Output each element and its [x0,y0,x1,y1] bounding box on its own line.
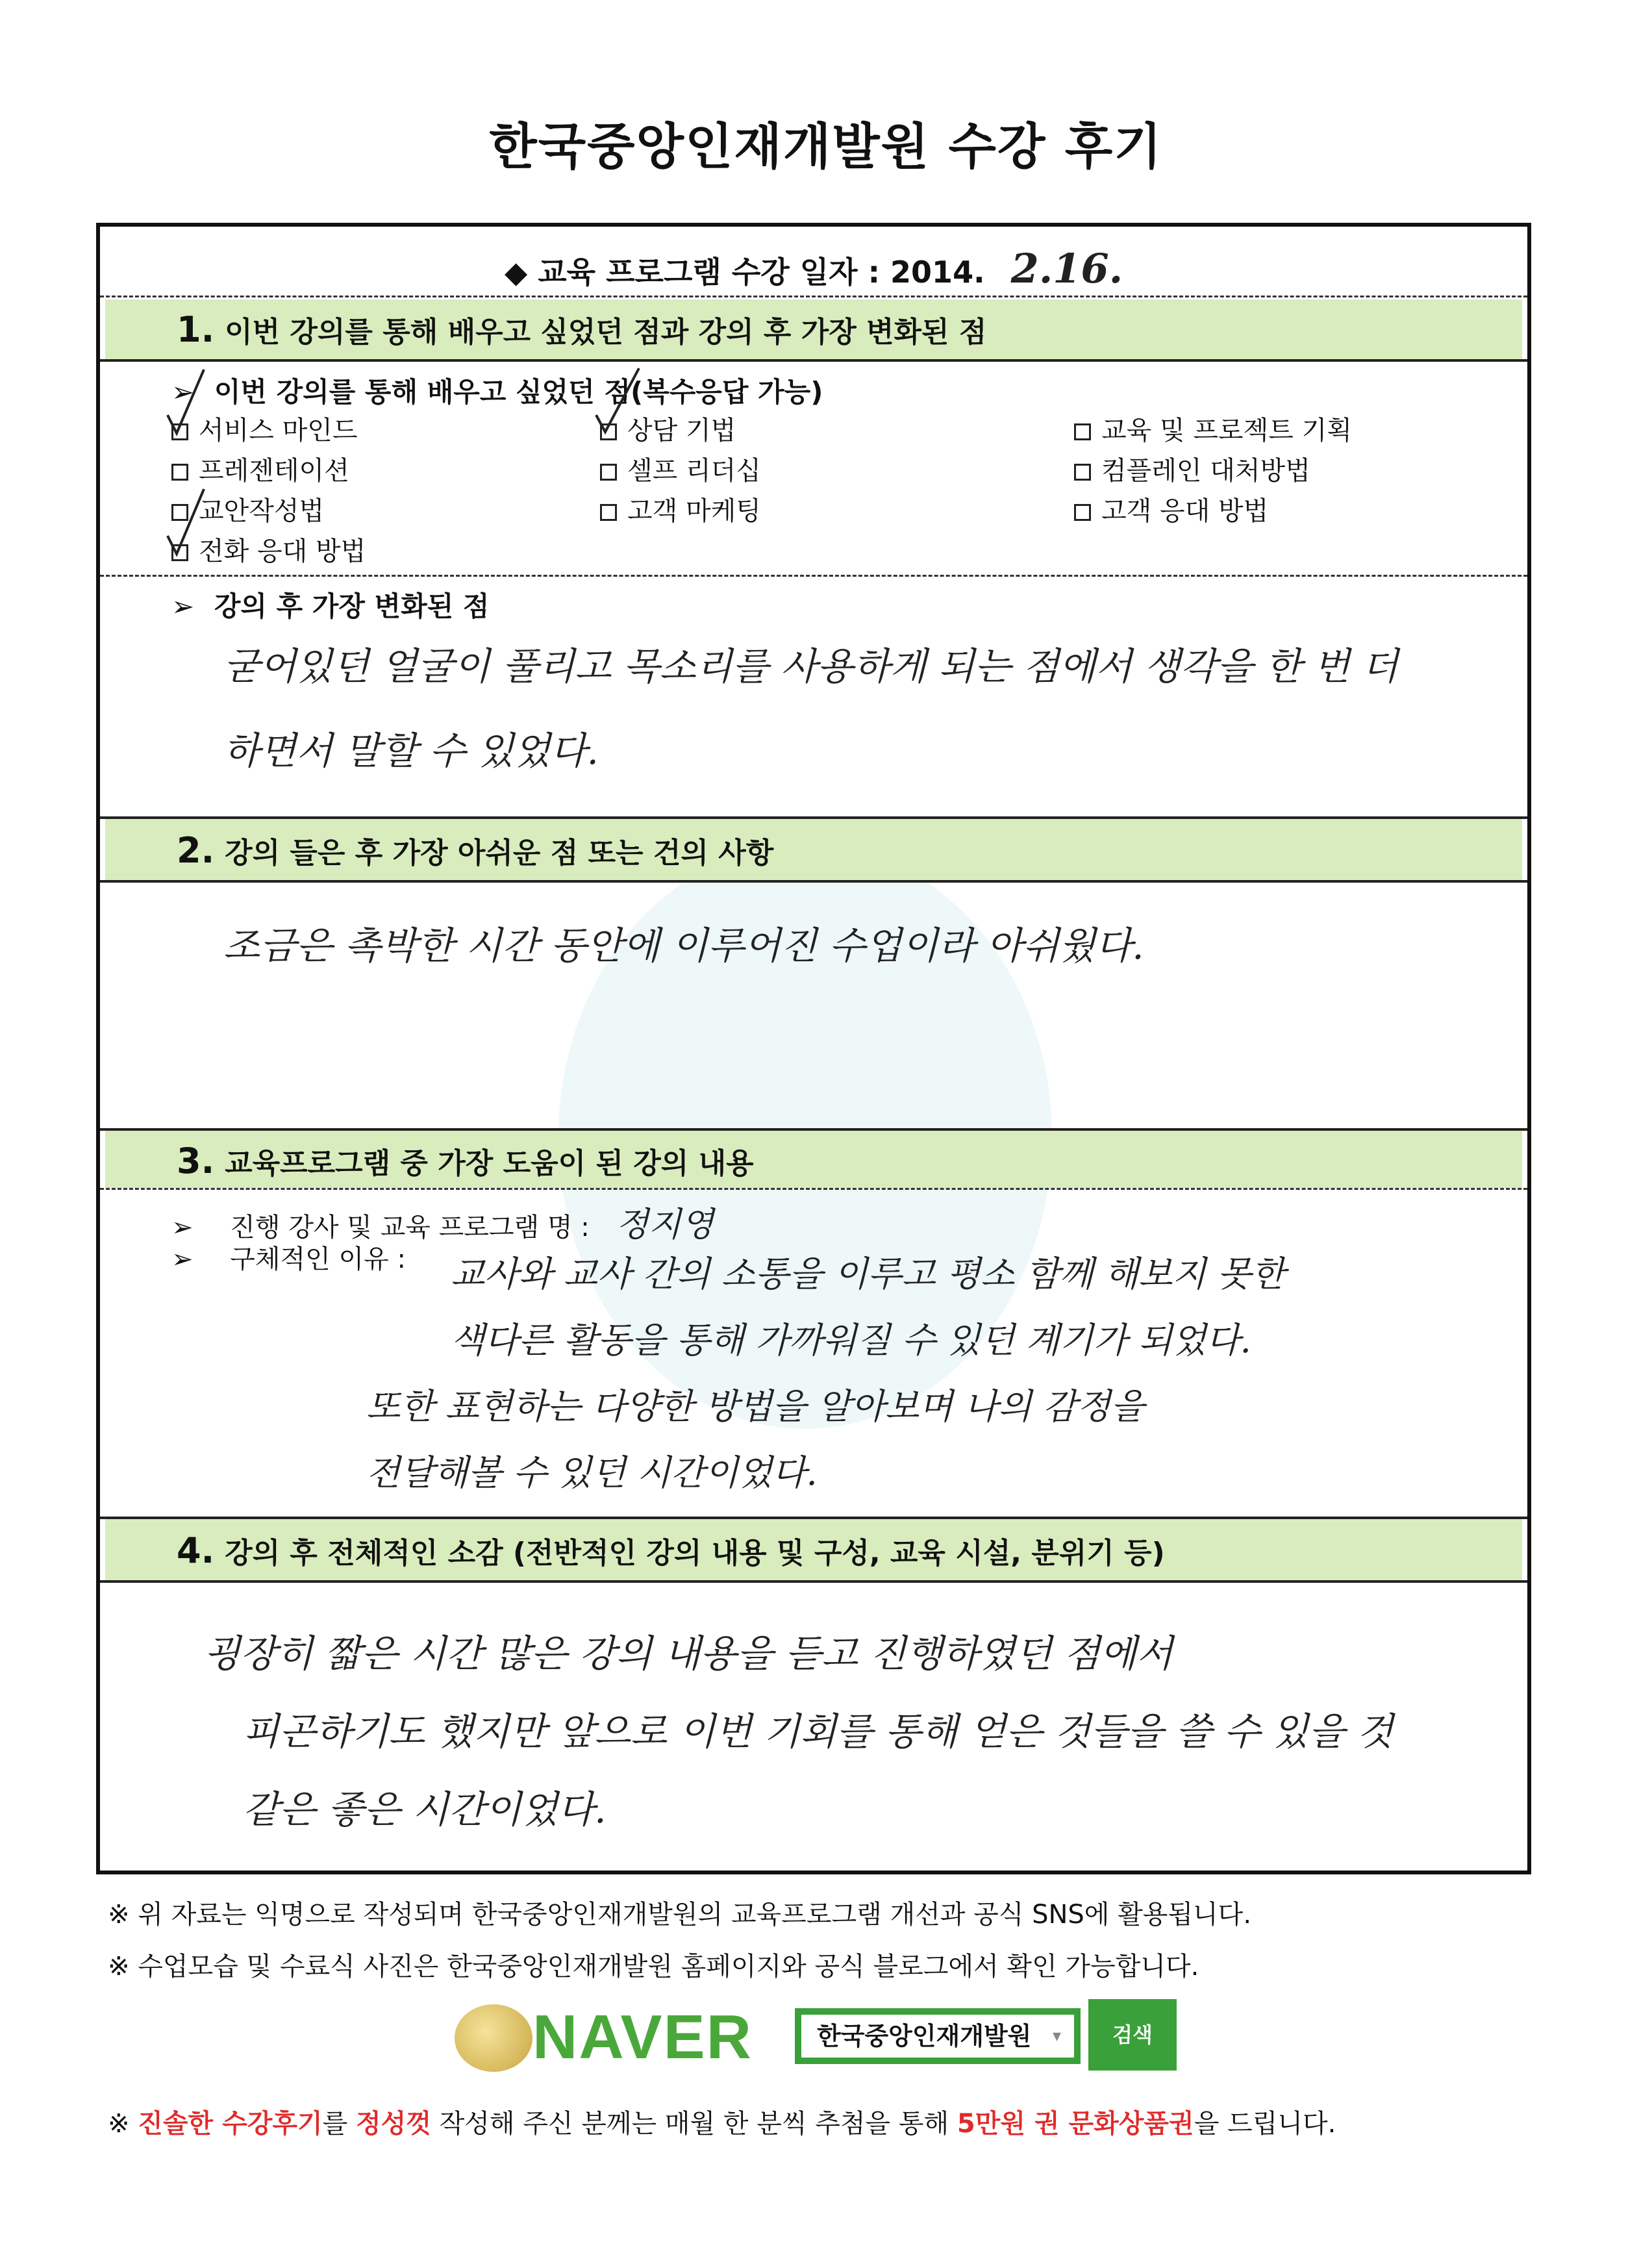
footer-note [108,2103,1336,2140]
reason-line-2: 색다른 활동을 통해 가까워질 수 있던 계기가 되었다. [451,1320,1251,1361]
arrow-icon: ➢ [171,590,195,622]
section2-number: 2. [177,830,215,871]
naver-search-input[interactable] [795,2008,1081,2064]
note-1: ※ 위 자료는 익명으로 작성되며 한국중앙인재개발원의 교육프로그램 개선과 공식 SNS에 활용됩니다. [108,1900,1252,1930]
option-label: 고객 마케팅 [627,496,761,526]
reason-label: 구체적인 이유 : [230,1244,406,1274]
naver-logo: NAVER [532,2002,753,2072]
section4-number: 4. [177,1530,215,1571]
section4-title: 강의 후 전체적인 소감 (전반적인 강의 내용 및 구성, 교육 시설, 분위기 등) [225,1537,1165,1570]
footer-highlight-2: 정성껏 [356,2109,431,2139]
section4-line-3: 같은 좋은 시간이었다. [243,1787,607,1832]
change-line-2: 하면서 말할 수 있었다. [223,729,599,773]
footer-text-2: 작성해 주신 분께는 매월 한 분씩 추첨을 통해 [431,2109,957,2139]
check-mark [168,370,204,433]
footer-highlight-1: 진솔한 수강후기 [138,2109,323,2139]
option-label: 교육 및 프로젝트 기획 [1101,416,1352,446]
section4-line-2: 피곤하기도 했지만 앞으로 이번 기회를 통해 얻은 것들을 쓸 수 있을 것 [243,1709,1394,1754]
option-label: 고객 응대 방법 [1101,496,1269,526]
option-label: 셀프 리더십 [627,456,761,486]
instructor-label: 진행 강사 및 교육 프로그램 명 : [230,1213,590,1242]
option-label: 컴플레인 대처방법 [1101,456,1310,486]
check-mark [596,368,639,432]
option-label: 프레젠테이션 [199,456,349,486]
note-2: ※ 수업모습 및 수료식 사진은 한국중앙인재개발원 홈페이지와 공식 블로그에서 확인 가능합니다. [108,1952,1199,1982]
review-form [96,223,1531,1874]
reason-line-4: 전달해볼 수 있던 시간이었다. [366,1452,818,1493]
learn-heading: 이번 강의를 통해 배우고 싶었던 점(복수응답 가능) [214,376,823,408]
check-mark [168,489,204,554]
section2-title: 강의 들은 후 가장 아쉬운 점 또는 건의 사항 [225,837,774,870]
dropdown-icon[interactable]: ▾ [1052,2026,1061,2046]
arrow-icon: ➢ [171,376,195,408]
footer-text-3: 을 드립니다. [1194,2109,1336,2139]
arrow-icon: ➢ [171,1213,194,1242]
section3-header [105,1131,1522,1188]
change-heading-row [171,585,489,624]
divider [100,1580,1527,1583]
footer-highlight-3: 5만원 권 문화상품권 [957,2109,1194,2139]
section1-number: 1. [177,309,215,350]
option-label: 상담 기법 [627,416,736,446]
option-label: 서비스 마인드 [199,416,358,446]
option-label: 교안작성법 [199,496,325,526]
footer-prefix: ※ [108,2109,138,2139]
divider [100,1188,1527,1190]
naver-query: 한국중앙인재개발원 [817,2022,1032,2050]
section4-header [105,1519,1522,1580]
section2-header [105,819,1522,880]
section4-line-1: 굉장히 짧은 시간 많은 강의 내용을 듣고 진행하였던 점에서 [204,1631,1173,1676]
change-line-1: 굳어있던 얼굴이 풀리고 목소리를 사용하게 되는 점에서 생각을 한 번 더 [223,644,1399,688]
divider [100,880,1527,883]
footer-text-1: 를 [322,2109,356,2139]
divider [100,575,1527,577]
reason-line-3: 또한 표현하는 다양한 방법을 알아보며 나의 감정을 [366,1386,1145,1427]
option-label: 전화 응대 방법 [199,536,366,566]
date-label: ◆ 교육 프로그램 수강 일자 : 2014. [504,255,985,290]
date-handwritten: 2.16. [1010,245,1123,292]
section3-title: 교육프로그램 중 가장 도움이 된 강의 내용 [225,1147,754,1180]
section3-number: 3. [177,1140,215,1181]
naver-search-bar [455,1999,1221,2077]
instructor-value: 정지영 [616,1205,714,1244]
section2-line-1: 조금은 촉박한 시간 동안에 이루어진 수업이라 아쉬웠다. [223,924,1144,968]
change-heading: 강의 후 가장 변화된 점 [214,590,490,622]
checkmarks-layer [100,227,1529,590]
arrow-icon: ➢ [171,1244,194,1274]
page-title: 한국중앙인재개발원 수강 후기 [489,118,1163,175]
reason-line-1: 교사와 교사 간의 소통을 이루고 평소 함께 해보지 못한 [451,1253,1285,1294]
naver-search-button[interactable]: 검색 [1088,1999,1177,2071]
naver-mascot-icon [455,2004,532,2072]
section1-title: 이번 강의를 통해 배우고 싶었던 점과 강의 후 가장 변화된 점 [225,316,987,349]
reason-row [171,1239,406,1276]
